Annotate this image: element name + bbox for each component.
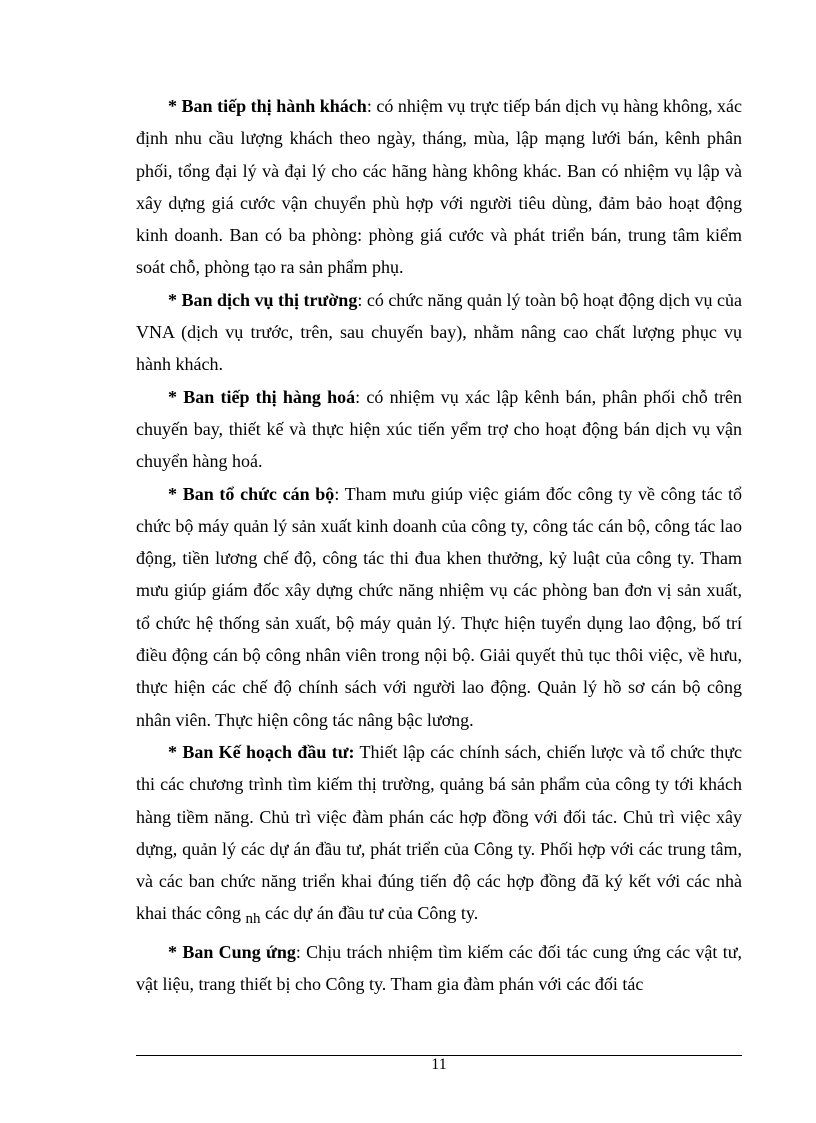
paragraph-ban-tiep-thi-hanh-khach xyxy=(136,90,742,284)
paragraph-tail: các dự án đầu tư của Công ty. xyxy=(260,903,479,924)
inserted-text-fragment: nh xyxy=(245,911,261,928)
body-text xyxy=(136,90,742,1000)
paragraph-ban-to-chuc-can-bo xyxy=(136,478,742,736)
paragraph-heading: * Ban tiếp thị hàng hoá xyxy=(168,386,356,407)
paragraph-body: : có nhiệm vụ trực tiếp bán dịch vụ hàng không, xác định nhu cầu lượng khách theo ngày, tháng, mùa, lập mạng lưới bán, kênh phân phối, tổng đại lý và đại lý cho các hãng hàng không khác. Ban có nhiệm vụ lập và xây dựng giá cước vận chuyển phù hợp với người tiêu dùng, đảm bảo hoạt động kinh doanh. Ban có ba phòng: phòng giá cước và phát triển bán, trung tâm kiểm soát chỗ, phòng tạo ra sản phẩm phụ. xyxy=(136,96,742,278)
paragraph-heading: * Ban dịch vụ thị trường xyxy=(168,289,358,310)
paragraph-heading: * Ban Kế hoạch đầu tư: xyxy=(168,741,355,762)
paragraph-heading: * Ban tổ chức cán bộ xyxy=(168,483,335,504)
paragraph-ban-cung-ung xyxy=(136,936,742,1001)
page-number: 11 xyxy=(431,1056,447,1073)
paragraph-ban-dich-vu-thi-truong xyxy=(136,284,742,381)
paragraph-heading: * Ban tiếp thị hành khách xyxy=(168,96,367,116)
paragraph-heading: * Ban Cung ứng xyxy=(168,941,296,962)
paragraph-body: : có nhiệm vụ xác lập kênh bán, phân phối chỗ trên chuyến bay, thiết kế và thực hiện xúc tiến yểm trợ cho hoạt động bán dịch vụ vận chuyển hàng hoá. xyxy=(136,386,742,472)
paragraph-body: : Tham mưu giúp việc giám đốc công ty về công tác tổ chức bộ máy quản lý sản xuất kinh doanh của công ty, công tác cán bộ, công tác lao động, tiền lương chế độ, công tác thi đua khen thưởng, kỷ luật của công ty. Tham mưu giúp giám đốc xây dựng chức năng nhiệm vụ các phòng ban đơn vị sản xuất, tổ chức hệ thống sản xuất, bộ máy quản lý. Thực hiện tuyển dụng lao động, bố trí điều động cán bộ công nhân viên trong nội bộ. Giải quyết thủ tục thôi việc, về hưu, thực hiện các chế độ chính sách với người lao động. Quản lý hồ sơ cán bộ công nhân viên. Thực hiện công tác nâng bậc lương. xyxy=(136,483,743,730)
paragraph-ban-tiep-thi-hang-hoa xyxy=(136,381,742,478)
paragraph-body: : Chịu trách nhiệm tìm kiếm các đối tác cung ứng các vật tư, vật liệu, trang thiết bị cho Công ty. Tham gia đàm phán với các đối tác xyxy=(136,941,742,995)
paragraph-body: : có chức năng quản lý toàn bộ hoạt động dịch vụ của VNA (dịch vụ trước, trên, sau chuyến bay), nhằm nâng cao chất lượng phục vụ hành khách. xyxy=(136,289,743,375)
paragraph-ban-ke-hoach-dau-tu xyxy=(136,736,742,936)
paragraph-body: Thiết lập các chính sách, chiến lược và tổ chức thực thi các chương trình tìm kiếm thị trường, quảng bá sản phẩm của công ty tới khách hàng tiềm năng. Chủ trì việc đàm phán các hợp đồng với đối tác. Chủ trì việc xây dựng, quản lý các dự án đầu tư, phát triển của Công ty. Phối hợp với các trung tâm, và các ban chức năng triển khai đúng tiến độ các hợp đồng đã ký kết với các nhà khai thác công xyxy=(136,741,742,924)
